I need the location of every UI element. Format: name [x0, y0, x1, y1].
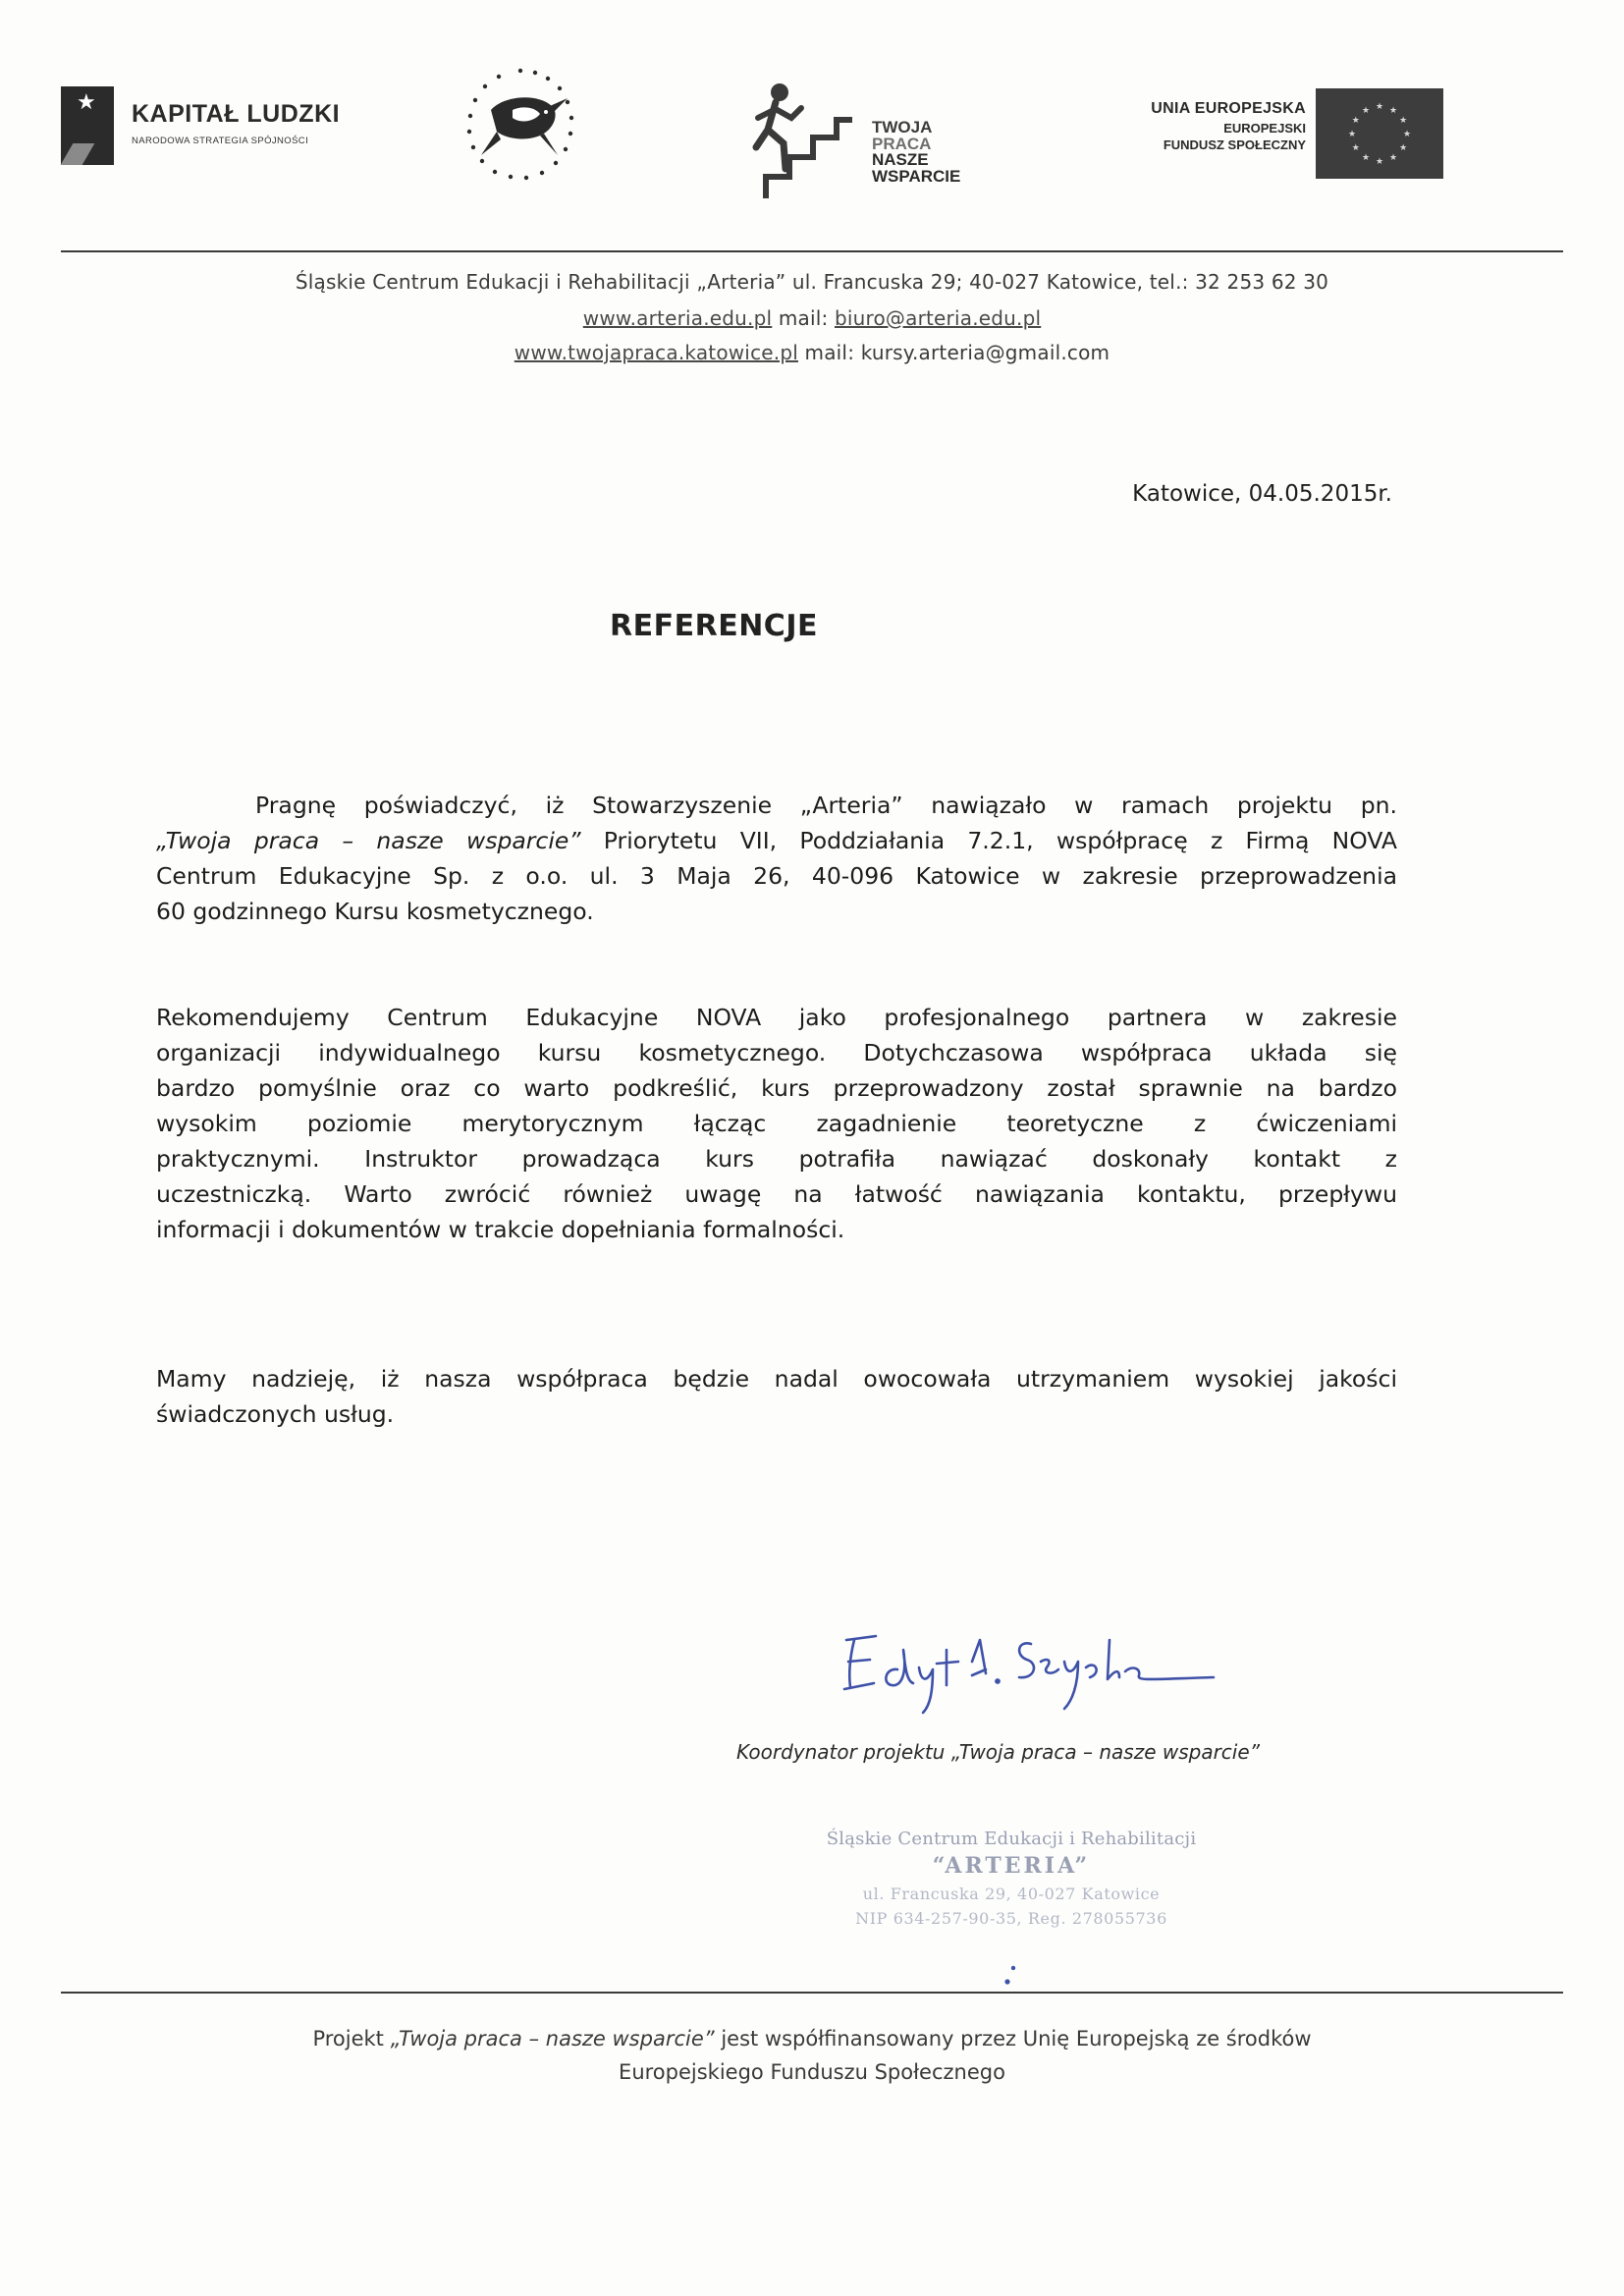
- eu-star-icon: ★: [1375, 157, 1384, 167]
- twoja-praca-line-1: TWOJA: [872, 118, 933, 137]
- twoja-praca-line-4: WSPARCIE: [872, 166, 961, 186]
- website-link-twojapraca[interactable]: www.twojapraca.katowice.pl: [514, 341, 798, 364]
- paragraph-2-line-3: bardzo pomyślnie oraz co warto podkreślić, kurs przeprowadzony został sprawnie na bardzo: [156, 1074, 1397, 1102]
- eu-flag-icon: [1316, 88, 1443, 179]
- email-link-biuro[interactable]: biuro@arteria.edu.pl: [834, 306, 1042, 330]
- stamp-line-3: ul. Francuska 29, 40-027 Katowice: [862, 1885, 1161, 1903]
- footer-project-name: „Twoja praca – nasze wsparcie”: [390, 2027, 715, 2050]
- paragraph-1-line-2: [156, 823, 1397, 858]
- paragraph-1-line-2-rest: Priorytetu VII, Poddziałania 7.2.1, współpracę z Firmą NOVA: [580, 827, 1397, 854]
- kapital-ludzki-flag-icon: ★: [61, 86, 114, 165]
- address-contact-line-2: [0, 341, 1624, 364]
- paragraph-2-line-1: Rekomendujemy Centrum Edukacyjne NOVA jako profesjonalnego partnera w zakresie: [156, 1004, 1397, 1031]
- footer-line-1-rest: jest współfinansowany przez Unię Europejską ze środków: [714, 2027, 1312, 2050]
- header-divider: [61, 250, 1563, 252]
- twoja-praca-logo-text: [872, 120, 960, 185]
- ue-line-1: UNIA EUROPEJSKA: [1151, 100, 1306, 117]
- address-line: Śląskie Centrum Edukacji i Rehabilitacji „Arteria” ul. Francuska 29; 40-027 Katowice, tel.: 32 253 62 30: [295, 270, 1329, 294]
- paragraph-1-line-4: 60 godzinnego Kursu kosmetycznego.: [156, 898, 594, 925]
- stamp-line-1: Śląskie Centrum Edukacji i Rehabilitacji: [826, 1829, 1197, 1849]
- eu-star-icon: ★: [1388, 105, 1398, 116]
- eu-star-icon: ★: [1375, 102, 1384, 112]
- twoja-praca-line-3: NASZE: [872, 150, 929, 169]
- eu-star-icon: ★: [1388, 153, 1398, 164]
- website-link-arteria[interactable]: www.arteria.edu.pl: [582, 306, 773, 330]
- eu-star-icon: ★: [1402, 130, 1412, 139]
- eu-star-icon: ★: [1399, 143, 1408, 153]
- paragraph-2: [156, 1000, 1397, 1247]
- mail-label-2: mail:: [797, 341, 861, 364]
- kapital-ludzki-logo: [61, 86, 424, 165]
- eu-star-icon: ★: [1347, 130, 1357, 139]
- paragraph-1: [156, 788, 1397, 929]
- paragraph-2-line-2: organizacji indywidualnego kursu kosmetycznego. Dotychczasowa współpraca układa się: [156, 1039, 1397, 1066]
- paragraph-1-line-3: Centrum Edukacyjne Sp. z o.o. ul. 3 Maja 26, 40-096 Katowice w zakresie przeprowadzenia: [156, 862, 1397, 890]
- stairs-runner-icon: [746, 79, 854, 201]
- paragraph-3-line-1: Mamy nadzieję, iż nasza współpraca będzie nadal owocowała utrzymaniem wysokiej jakości: [156, 1365, 1397, 1393]
- paragraph-2-line-4: wysokim poziomie merytorycznym łącząc zagadnienie teoretyczne z ćwiczeniami: [156, 1110, 1397, 1137]
- ue-line-2: EUROPEJSKI: [1223, 121, 1306, 136]
- project-name-italic: „Twoja praca – nasze wsparcie”: [156, 827, 581, 854]
- kapital-ludzki-subtitle: NARODOWA STRATEGIA SPÓJNOŚCI: [132, 136, 309, 146]
- footer-prefix: Projekt: [312, 2027, 391, 2050]
- paragraph-2-line-5: praktycznymi. Instruktor prowadząca kurs potrafiła nawiązać doskonały kontakt z: [156, 1145, 1397, 1173]
- paragraph-1-line-1: Pragnę poświadczyć, iż Stowarzyszenie „Arteria” nawiązało w ramach projektu pn.: [255, 792, 1397, 819]
- handwritten-signature: [825, 1611, 1218, 1719]
- paragraph-3-line-2: świadczonych usług.: [156, 1400, 395, 1428]
- footer-divider: [61, 1992, 1563, 1994]
- footer-line-2: Europejskiego Funduszu Społecznego: [619, 2060, 1005, 2084]
- eu-star-icon: ★: [1361, 153, 1371, 164]
- paragraph-3: [156, 1361, 1397, 1432]
- ue-efs-logo: [1100, 88, 1443, 182]
- paragraph-2-line-6: uczestniczką. Warto zwrócić również uwagę na łatwość nawiązania kontaktu, przepływu: [156, 1180, 1397, 1208]
- stamp-line-2: “ARTERIA”: [932, 1853, 1091, 1879]
- address-contact-line-1: [0, 306, 1624, 330]
- mail-label-1: mail:: [772, 306, 835, 330]
- eu-star-icon: ★: [1351, 116, 1360, 126]
- eu-star-icon: ★: [1361, 105, 1371, 116]
- email-kursy: kursy.arteria@gmail.com: [860, 341, 1110, 364]
- footer-line-1: [0, 2027, 1624, 2050]
- letter-title: REFERENCJE: [610, 609, 818, 643]
- kapital-ludzki-title: KAPITAŁ LUDZKI: [132, 100, 341, 128]
- twoja-praca-logo: [746, 79, 982, 211]
- organization-stamp: [805, 1829, 1218, 1928]
- eu-star-icon: ★: [1351, 143, 1360, 153]
- ink-dots: [1001, 1962, 1021, 1992]
- ue-line-3: FUNDUSZ SPOŁECZNY: [1163, 137, 1306, 152]
- ue-logo-text: [1151, 100, 1306, 152]
- twoja-praca-line-2: PRACA: [872, 134, 932, 153]
- letter-date: Katowice, 04.05.2015r.: [1132, 481, 1392, 507]
- arteria-stork-icon: [442, 49, 599, 206]
- stamp-line-4: NIP 634-257-90-35, Reg. 278055736: [855, 1909, 1167, 1928]
- arteria-stork-logo: [442, 49, 599, 206]
- paragraph-2-line-7: informacji i dokumentów w trakcie dopełniania formalności.: [156, 1216, 845, 1243]
- coordinator-caption: Koordynator projektu „Twoja praca – nasze wsparcie”: [736, 1740, 1261, 1764]
- eu-star-icon: ★: [1399, 116, 1408, 126]
